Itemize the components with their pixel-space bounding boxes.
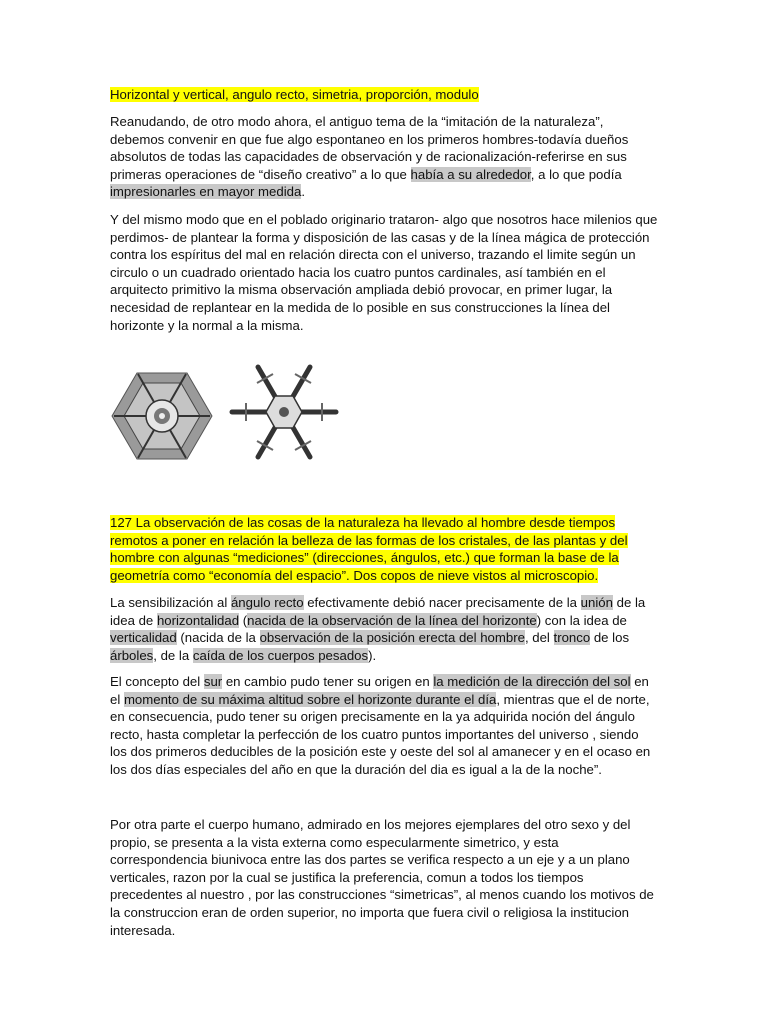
gray-highlight: ángulo recto — [230, 595, 304, 610]
gray-highlight: observación de la posición erecta del hombre — [259, 630, 525, 646]
paragraph-symmetry: Por otra parte el cuerpo humano, admirado en los mejores ejemplares del otro sexo y del propio, se presenta a la vista externa como especularmente simetrico, y esta correspondencia biunivoca entre las dos partes se verifica respecto a un eje y a un plano verticales, razon por la cual se justifica la preferencia, comun a todos los tiempos precedentes al nuestro , por las construcciones “simetricas”, al menos cuando los motivos de la construccion eran de orden superior, no importa que fuera civil o religiosa la institucion interesada. — [110, 817, 654, 938]
gray-highlight: la medición de la dirección del sol — [433, 674, 631, 689]
text-run: Reanudando, de otro modo ahora, el antiguo tema de la “imitación de la naturaleza”, debemos convenir en que fue algo espontaneo en los primeros hombres-todavía dueños absolutos de todas las capacidades de observación y de racionalización-referirse en sus primeras operaciones de “diseño creativo” a lo que — [110, 114, 629, 182]
text-run: , del — [524, 630, 554, 646]
gray-highlight: impresionarles en mayor medida — [110, 184, 302, 200]
section-heading — [110, 86, 658, 104]
paragraph-south — [110, 673, 658, 779]
paragraph-right-angle — [110, 594, 658, 664]
caption-highlight: 127 La observación de las cosas de la naturaleza ha llevado al hombre desde tiempos remotos a poner en relación la belleza de las formas de los cristales, de las plantas y del hombre con algunas “mediciones” (direcciones, ángulos, etc.) que forman la base de la geometría como “economía del espacio”. Dos copos de nieve vistos al microscopio. — [110, 515, 628, 583]
paragraph-intro — [110, 113, 658, 201]
text-run: de los — [590, 630, 630, 646]
text-run: ). — [368, 647, 377, 663]
figure-caption — [110, 514, 658, 584]
text-run: , mientras que el de norte, en consecuencia, pudo tener su origen precisamente en la ya adquirida noción del ángulo recto, hasta completar la perfección de los cuatro puntos importantes del universo , siendo los dos primeros deducibles de la posición este y oeste del sol al amanecer y en el ocaso en los dos días especiales del año en que la duración del dia es igual a la de la noche”. — [110, 691, 651, 777]
text-run: en cambio pudo tener su origen en — [222, 674, 434, 689]
gray-highlight: nacida de la observación de la línea del horizonte — [247, 612, 537, 628]
gray-highlight: momento de su máxima altitud sobre el horizonte durante el día — [123, 691, 497, 707]
text-run: El concepto del — [110, 674, 204, 689]
text-run: , de la — [153, 647, 193, 663]
gray-highlight: unión — [580, 595, 613, 610]
text-run: en el — [110, 674, 649, 707]
star-snowflake-icon — [232, 367, 336, 457]
text-run: , a lo que podía — [530, 166, 622, 182]
hexagon-snowflake-icon — [112, 373, 212, 459]
gray-highlight: caída de los cuerpos pesados — [192, 647, 369, 663]
heading-highlight: Horizontal y vertical, angulo recto, simetria, proporción, modulo — [110, 87, 479, 102]
gray-highlight: horizontalidad — [156, 612, 240, 628]
text-run: La sensibilización al — [110, 595, 231, 610]
text-run: ( — [239, 612, 248, 628]
snowflake-figure — [108, 348, 348, 508]
text-run: (nacida de la — [176, 630, 260, 646]
text-run: efectivamente debió nacer precisamente de la — [303, 595, 581, 610]
gray-highlight: tronco — [553, 630, 591, 646]
gray-highlight: verticalidad — [110, 630, 177, 646]
gray-highlight: había a su alrededor — [410, 166, 531, 182]
text-run: ) con la idea de — [536, 612, 627, 628]
gray-highlight: sur — [203, 674, 223, 689]
text-run: de la idea de — [110, 595, 646, 628]
text-run: . — [301, 184, 305, 200]
gray-highlight: árboles — [110, 647, 154, 663]
paragraph-village: Y del mismo modo que en el poblado originario trataron- algo que nosotros hace milenios que perdimos- de plantear la forma y disposición de las casas y de la línea mágica de protección contra los espíritus del mal en relación directa con el universo, trazando el limite según un circulo o un cuadrado orientado hacia los cuatro puntos cardinales, así también en el arquitecto primitivo la misma observación ampliada debió provocar, en primer lugar, la necesidad de replantear en la medida de lo posible en sus construcciones la línea del horizonte y la normal a la misma. — [110, 212, 658, 333]
